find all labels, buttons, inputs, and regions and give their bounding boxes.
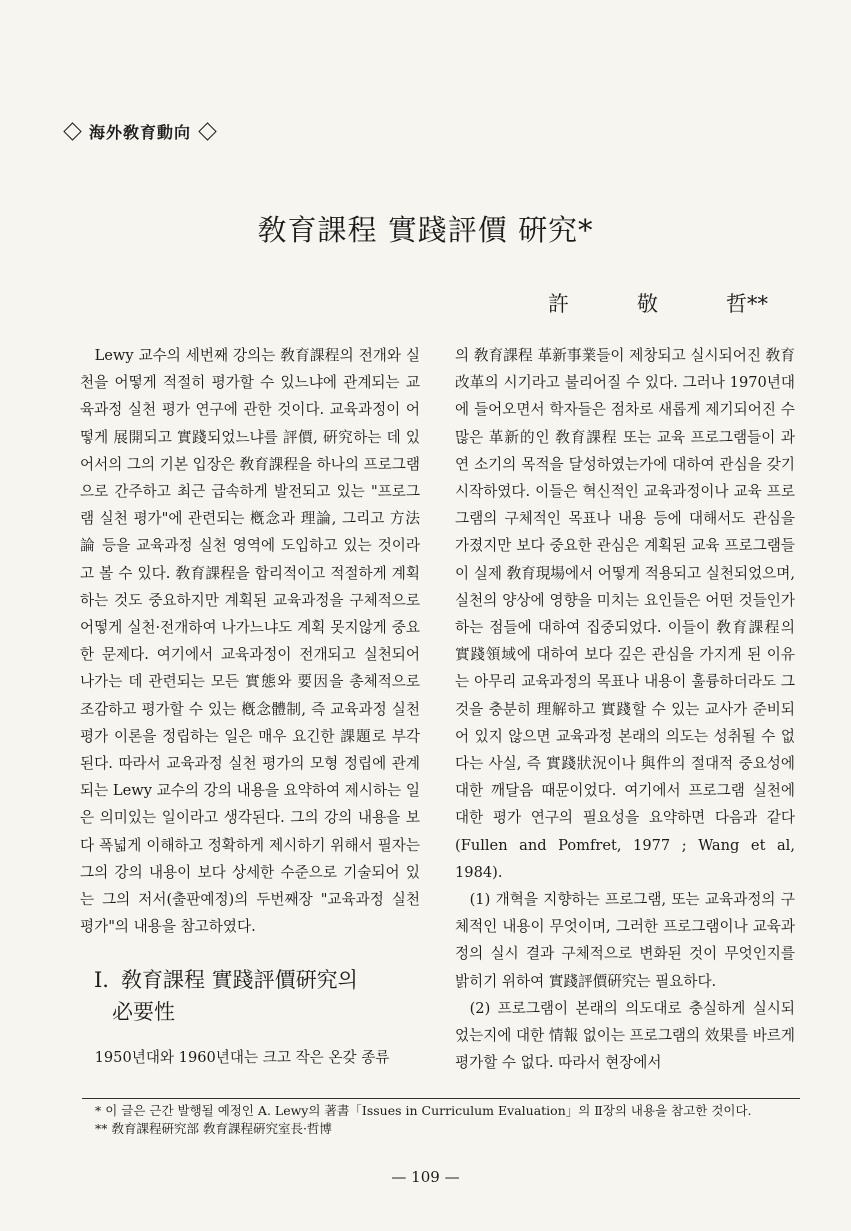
body-paragraph: Lewy 교수의 세번째 강의는 敎育課程의 전개와 실천을 어떻게 적절히 평가할 수 있느냐에 관계되는 교육과정 실천 평가 연구에 관한 것이다. 교육과정이 어떻게 展開되고 實踐되었느냐를 評價, 硏究하는 데 있어서의 그의 기본 입장은 敎育課程을 하나의 프로그램으로 간주하고 최근 급속하게 발전되고 있는 "프로그램 실천 평가"에 관련되는 槪念과 理論, 그리고 方法論 등을 교육과정 실천 영역에 도입하고 있는 것이라고 볼 수 있다. 敎育課程을 합리적이고 적절하게 계획하는 것도 중요하지만 계획된 교육과정을 구체적으로 어떻게 실천·전개하여 나가느냐도 계획 못지않게 중요한 문제다. 여기에서 교육과정이 전개되고 실천되어 나가는 데 관련되는 모든 實態와 要因을 총체적으로 조감하고 평가할 수 있는 槪念體制, 즉 교육과정 실천 평가 이론을 정립하는 일은 매우 요긴한 課題로 부각된다. 따라서 교육과정 실천 평가의 모형 정립에 관계되는 Lewy 교수의 강의 내용을 요약하여 제시하는 일은 의미있는 일이라고 생각된다. 그의 강의 내용을 보다 폭넓게 이해하고 정확하게 제시하기 위해서 필자는 그의 강의 내용이 보다 상세한 수준으로 기술되어 있는 그의 저서(출판예정)의 두번째장 "교육과정 실천 평가"의 내용을 참고하였다. (80, 347, 420, 936)
left-column (80, 342, 420, 1072)
diamond-icon (198, 122, 216, 140)
section-heading (94, 964, 420, 1028)
body-paragraph: 의 敎育課程 革新事業들이 제창되고 실시되어진 敎育改革의 시기라고 불리어질 수 있다. 그러나 1970년대에 들어오면서 학자들은 점차로 새롭게 제기되어진 수많은 革新的인 敎育課程 또는 교육 프로그램들이 과연 소기의 목적을 달성하였는가에 대하여 관심을 갖기 시작하였다. 이들은 혁신적인 교육과정이나 교육 프로그램의 구체적인 목표나 내용 등에 대해서도 관심을 가졌지만 보다 중요한 관심은 계획된 교육 프로그램들이 실제 敎育現場에서 어떻게 적용되고 실천되었으며, 실천의 양상에 영향을 미치는 요인들은 어떤 것들인가 하는 점들에 대하여 집중되었다. 이들이 敎育課程의 實踐領域에 대하여 보다 깊은 관심을 가지게 된 이유는 아무리 교육과정의 목표나 내용이 훌륭하더라도 그것을 충분히 理解하고 實踐할 수 있는 교사가 준비되어 있지 않으면 교육과정 본래의 의도는 성취될 수 없다는 사실, 즉 實踐狀況이나 與件의 절대적 중요성에 대한 깨달음 때문이었다. 여기에서 프로그램 실천에 대한 평가 연구의 필요성을 요약하면 다음과 같다(Fullen and Pomfret, 1977 ; Wang et al, 1984). (455, 347, 795, 881)
section-heading-number: Ⅰ. (94, 968, 109, 993)
section-tag-label: 海外敎育動向 (89, 123, 192, 142)
section-heading-line1: 敎育課程 實踐評價硏究의 (120, 968, 358, 993)
page-number: — 109 — (391, 1168, 460, 1186)
body-paragraph: (2) 프로그램이 본래의 의도대로 충실하게 실시되었는지에 대한 情報 없이는 프로그램의 效果를 바르게 평가할 수 없다. 따라서 현장에서 (455, 999, 795, 1072)
body-paragraph: (1) 개혁을 지향하는 프로그램, 또는 교육과정의 구체적인 내용이 무엇이며, 그러한 프로그램이나 교육과정의 실시 결과 구체적으로 변화된 것이 무엇인지를 밝히기 위하여 實踐評價硏究는 필요하다. (455, 891, 795, 990)
right-column (455, 342, 795, 1076)
footnote-divider (82, 1098, 800, 1099)
footnote-item: ** 敎育課程硏究部 敎育課程硏究室長·哲博 (95, 1121, 332, 1136)
diamond-icon (63, 122, 81, 140)
footnote-item: * 이 글은 근간 발행될 예정인 A. Lewy의 著書「Issues in Curriculum Evaluation」의 Ⅱ장의 내용을 참고한 것이다. (95, 1103, 752, 1118)
section-heading-line2: 必要性 (112, 1000, 175, 1025)
article-title: 敎育課程 實踐評價 硏究* (257, 213, 594, 247)
footnotes (95, 1102, 805, 1138)
body-paragraph: 1950년대와 1960년대는 크고 작은 온갖 종류 (94, 1049, 390, 1067)
author-name (548, 288, 768, 318)
section-tag (62, 120, 218, 143)
author-given-2: 哲** (726, 292, 768, 316)
author-given-1: 敬 (637, 292, 658, 316)
author-surname: 許 (548, 292, 569, 316)
